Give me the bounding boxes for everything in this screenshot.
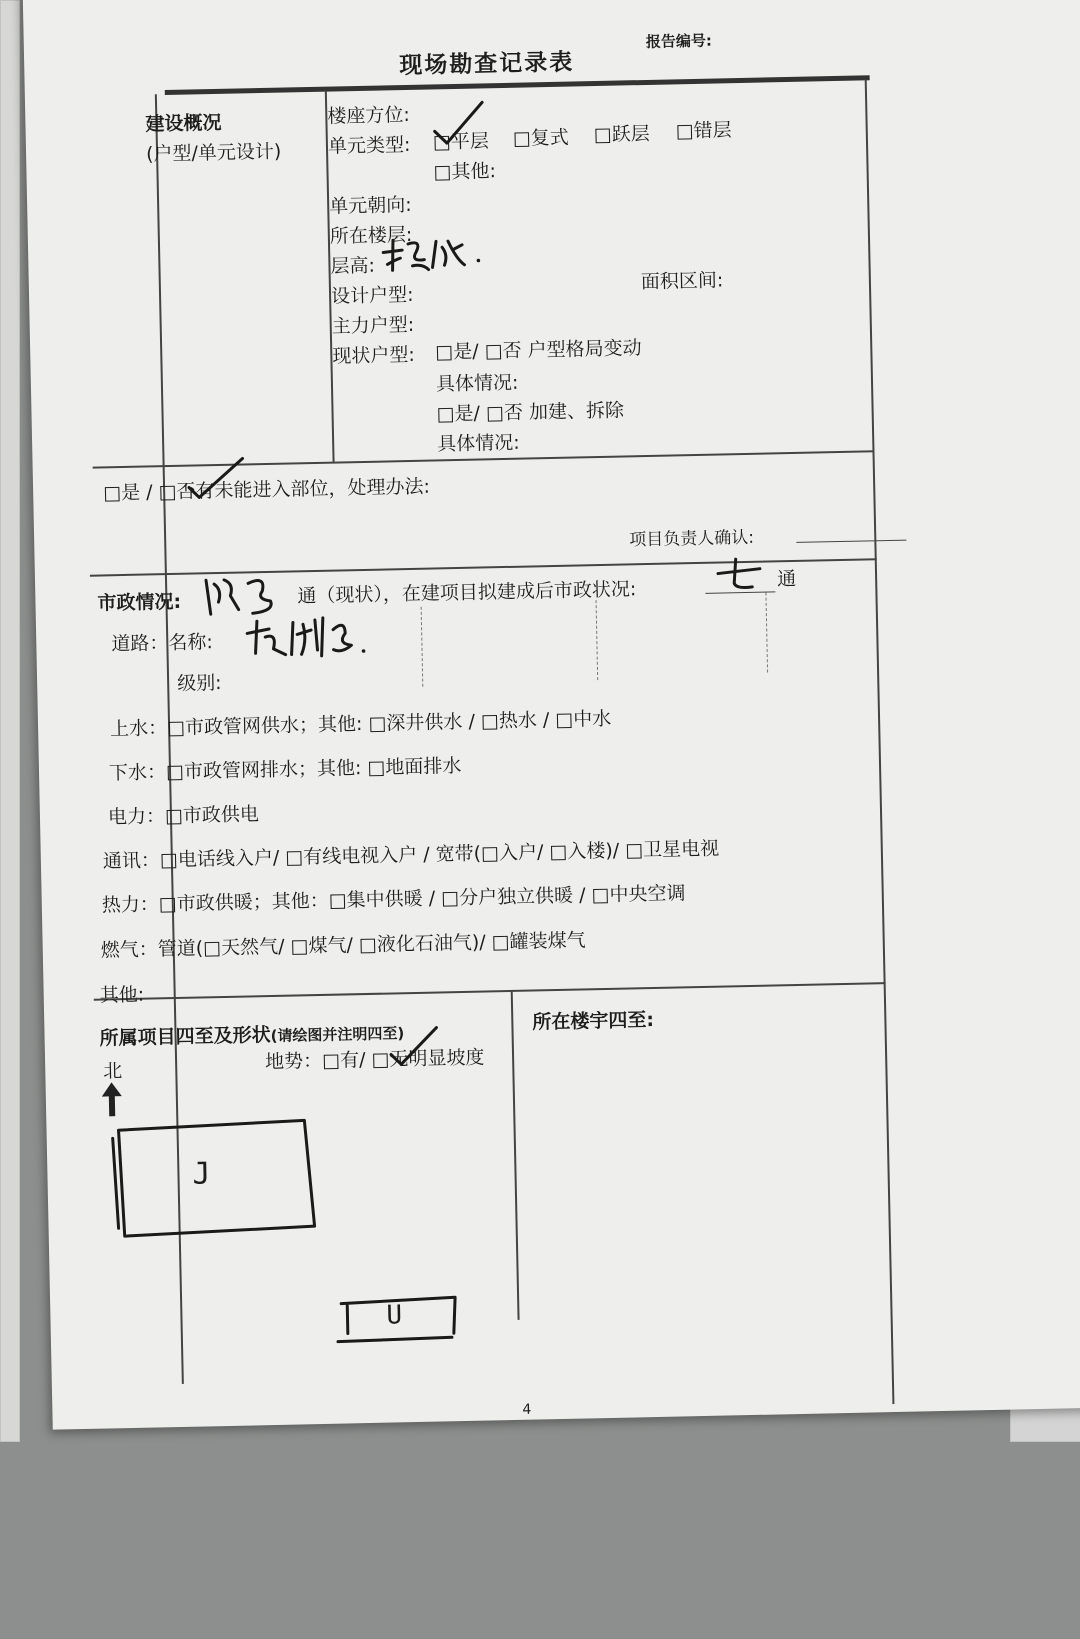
report-number-label: 报告编号: <box>645 31 713 51</box>
row-divider-3 <box>94 982 886 1001</box>
building-section-title: 建设概况 <box>145 111 222 136</box>
project-boundary-title-text: 所属项目四至及形状 <box>99 1024 271 1050</box>
layout-change-options[interactable]: □是/ □否 户型格局变动 <box>435 337 642 364</box>
terrain-options[interactable]: 地势：□有/ □无明显坡度 <box>264 1046 485 1074</box>
form-title: 现场勘查记录表 <box>399 49 575 80</box>
road-column-divider <box>596 600 599 680</box>
addition-options[interactable]: □是/ □否 加建、拆除 <box>436 399 625 426</box>
detail-label-2: 具体情况: <box>437 431 520 456</box>
sketch-label-j: J <box>192 1156 211 1192</box>
road-column-divider <box>421 607 424 687</box>
sketch-label-u: U <box>386 1300 403 1331</box>
future-utilities-suffix: 通 <box>776 567 797 591</box>
heating-row[interactable]: 热力：□市政供暖；其他：□集中供暖 / □分户独立供暖 / □中央空调 <box>101 882 686 917</box>
header-rule <box>165 75 870 95</box>
handwritten-future-utilities <box>712 554 773 595</box>
confirm-signature-line <box>796 540 906 543</box>
drainage-row[interactable]: 下水：□市政管网排水；其他: □地面排水 <box>108 754 462 785</box>
telecom-row[interactable]: 通讯：□电话线入户/ □有线电视入户 / 宽带(□入户/ □入楼)/ □卫星电视 <box>102 837 720 873</box>
access-question[interactable]: □是 / □否有未能进入部位，处理办法: <box>102 475 431 505</box>
detail-label-1: 具体情况: <box>435 371 519 396</box>
floor-label: 所在楼层: <box>329 223 413 248</box>
checkmark-icon <box>182 452 253 503</box>
road-column-divider <box>765 593 768 673</box>
main-type-label: 主力户型: <box>331 313 415 338</box>
municipal-label: 市政情况: <box>97 590 182 615</box>
survey-form-sheet <box>22 0 1080 1430</box>
height-label: 层高: <box>330 254 376 278</box>
north-label: 北 <box>103 1060 123 1083</box>
building-boundary-title: 所在楼宇四至: <box>532 1009 655 1034</box>
road-name-label: 道路：名称: <box>111 631 213 656</box>
water-supply-row[interactable]: 上水：□市政管网供水；其他: □深井供水 / □热水 / □中水 <box>109 707 612 741</box>
other-row: 其他: <box>99 983 145 1007</box>
orientation-label: 单元朝向: <box>329 193 412 218</box>
municipal-status-text: 通（现状），在建项目拟建成后市政状况: <box>297 578 637 608</box>
building-section-subtitle: (户型/单元设计) <box>145 140 282 166</box>
site-sketch-block-u <box>335 1291 476 1354</box>
position-label: 楼座方位: <box>327 103 410 128</box>
checkmark-icon <box>384 1023 445 1068</box>
road-grade-label: 级别: <box>176 671 222 695</box>
unit-type-duplex[interactable]: □复式 <box>512 126 570 150</box>
project-lead-confirm-label: 项目负责人确认: <box>629 527 755 551</box>
unit-type-other[interactable]: □其他: <box>433 160 497 184</box>
unit-type-flat[interactable]: □平层 <box>432 130 490 154</box>
unit-type-label: 单元类型: <box>327 133 411 158</box>
handwritten-road-name <box>241 613 372 666</box>
unit-type-loft[interactable]: □跃层 <box>593 122 650 147</box>
project-boundary-note: (请绘图并注明四至) <box>270 1024 405 1046</box>
background-sheet <box>0 0 20 1442</box>
boundary-divider <box>511 990 520 1320</box>
gas-row[interactable]: 燃气：管道(□天然气/ □煤气/ □液化石油气)/ □罐装煤气 <box>100 929 586 962</box>
unit-type-split[interactable]: □错层 <box>675 119 732 143</box>
frame-right <box>865 79 895 1404</box>
site-sketch-block-j <box>108 1114 331 1249</box>
page-number: 4 <box>522 1401 532 1418</box>
power-row[interactable]: 电力：□市政供电 <box>107 803 260 829</box>
checkmark-icon <box>430 98 491 149</box>
area-range-label: 面积区间: <box>640 269 724 294</box>
design-type-label: 设计户型: <box>330 283 414 308</box>
current-type-label: 现状户型: <box>332 343 415 368</box>
north-arrow-icon <box>102 1082 123 1116</box>
handwritten-height <box>378 234 489 276</box>
